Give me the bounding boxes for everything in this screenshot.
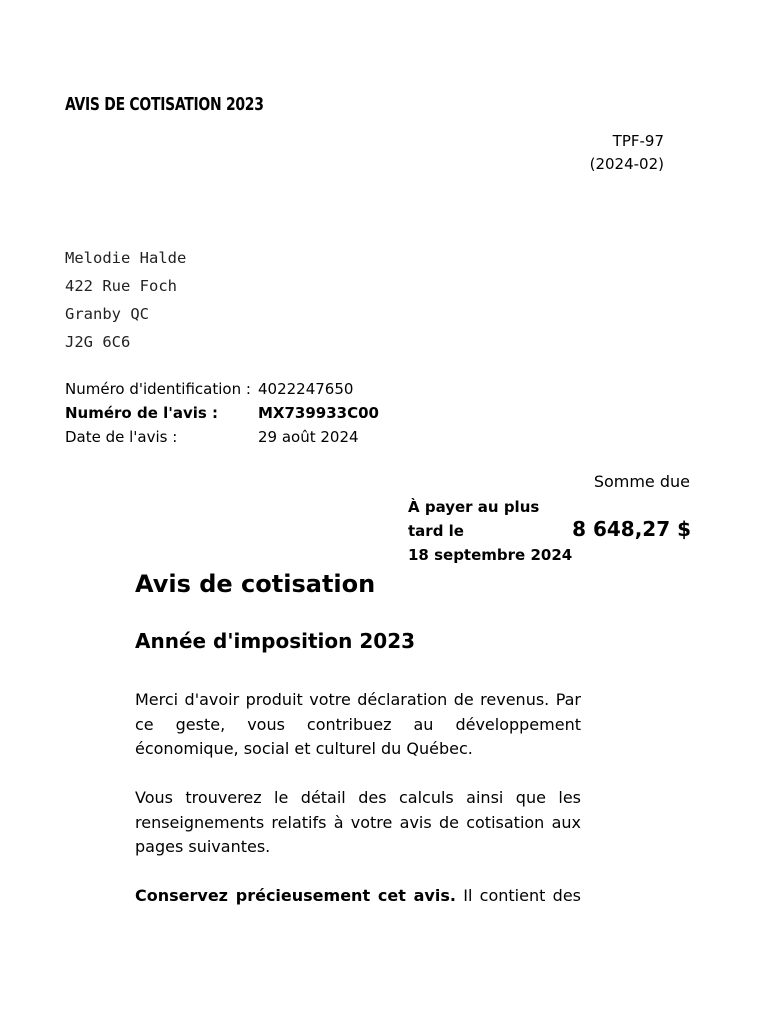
- recipient-city: Granby QC: [65, 305, 149, 323]
- tax-year-subtitle: Année d'imposition 2023: [135, 629, 416, 653]
- payment-deadline: [408, 495, 583, 567]
- payment-deadline-line2: tard le: [408, 522, 464, 540]
- body-text: [135, 688, 581, 933]
- identification-number-row: [65, 377, 379, 401]
- recipient-street: 422 Rue Foch: [65, 277, 177, 295]
- notice-number-value: MX739933C00: [258, 404, 379, 422]
- form-code-block: [590, 130, 664, 176]
- recipient-name: Melodie Halde: [65, 249, 187, 267]
- notice-title: Avis de cotisation: [135, 570, 376, 598]
- recipient-postal-code: J2G 6C6: [65, 333, 131, 351]
- form-version-date: (2024-02): [589, 155, 664, 173]
- keep-notice-emphasis: Conservez précieusement cet avis.: [135, 886, 456, 905]
- amount-due-value: 8 648,27 $: [572, 517, 691, 541]
- recipient-address: [65, 244, 186, 356]
- notice-number-row: [65, 401, 379, 425]
- paragraph-details: Vous trouverez le détail des calculs ainsi que les renseignements relatifs à votre avis de cotisation aux pages suivantes.: [135, 788, 581, 856]
- identification-block: [65, 377, 379, 449]
- amount-due-label: Somme due: [593, 472, 690, 491]
- identification-number-label: Numéro d'identification :: [65, 380, 251, 398]
- payment-deadline-date: 18 septembre 2024: [408, 546, 573, 564]
- notice-number-label: Numéro de l'avis :: [65, 404, 219, 422]
- identification-number-value: 4022247650: [258, 380, 354, 398]
- form-code: TPF-97: [612, 132, 664, 150]
- payment-deadline-line1: À payer au plus: [408, 498, 540, 516]
- notice-date-label: Date de l'avis :: [65, 428, 178, 446]
- document-header-title: AVIS DE COTISATION 2023: [65, 94, 264, 115]
- keep-notice-rest: Il contient des: [455, 886, 581, 905]
- paragraph-keep-notice: [135, 884, 581, 909]
- notice-date-row: [65, 425, 379, 449]
- paragraph-thanks: Merci d'avoir produit votre déclaration de revenus. Par ce geste, vous contribuez au développement économique, social et culturel du Québec.: [135, 690, 581, 758]
- notice-date-value: 29 août 2024: [258, 428, 359, 446]
